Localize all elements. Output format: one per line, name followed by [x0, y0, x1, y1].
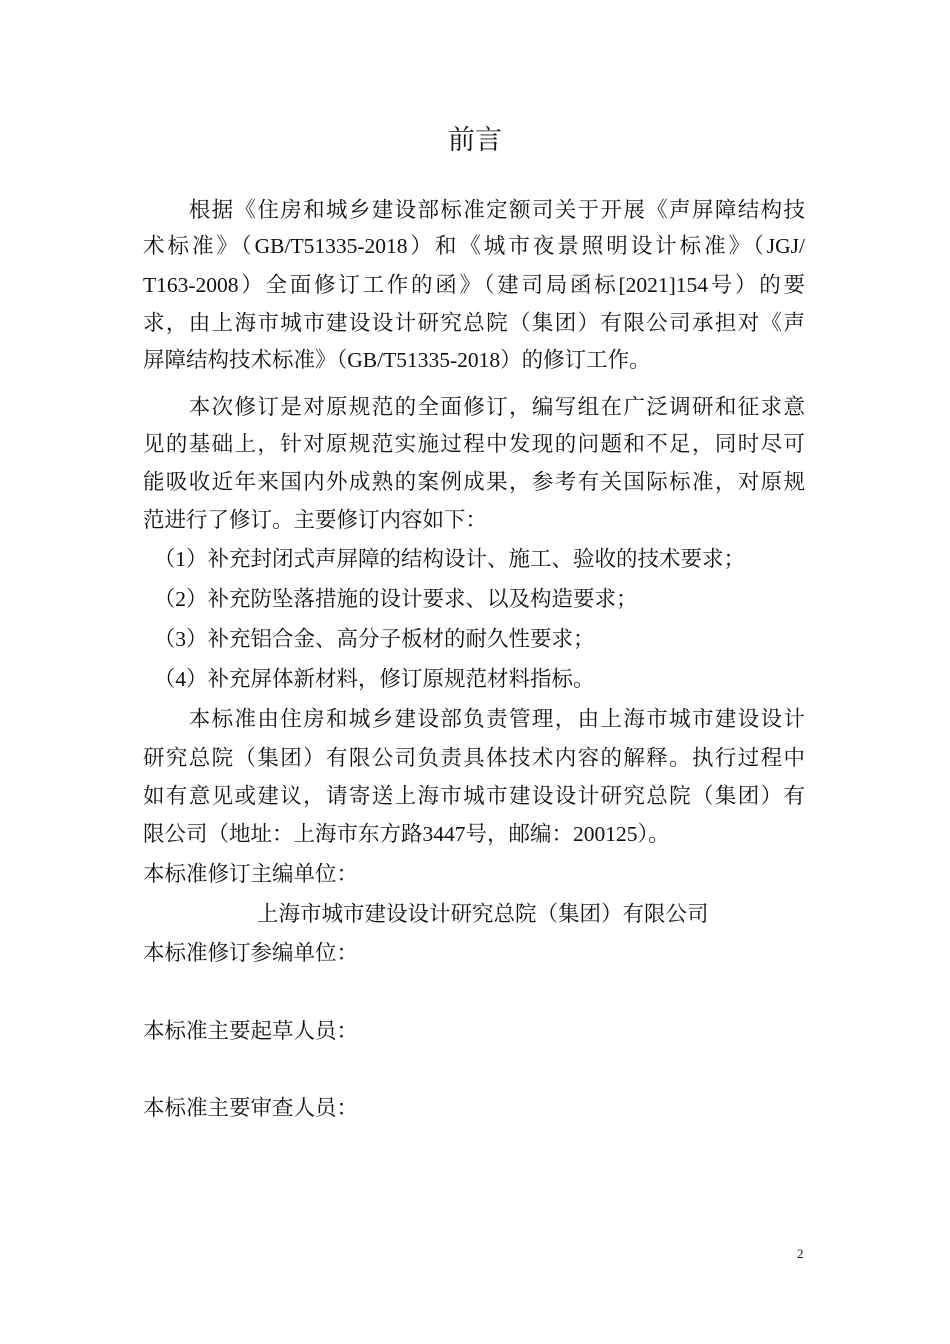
- list-item: （3）补充铝合金、高分子板材的耐久性要求；: [143, 627, 595, 651]
- chief-unit-label: 本标准修订主编单位：: [143, 862, 359, 886]
- paragraph-line: 能吸收近年来国内外成熟的案例成果，参考有关国际标准，对原规: [143, 470, 805, 494]
- list-item: （2）补充防坠落措施的设计要求、以及构造要求；: [143, 587, 638, 611]
- list-item: （1）补充封闭式声屏障的结构设计、施工、验收的技术要求；: [143, 547, 746, 571]
- paragraph-line: 本次修订是对原规范的全面修订，编写组在广泛调研和征求意: [143, 395, 805, 419]
- paragraph-line: 研究总院（集团）有限公司负责具体技术内容的解释。执行过程中: [143, 746, 805, 770]
- paragraph-line: 屏障结构技术标准》（GB/T51335-2018）的修订工作。: [143, 348, 651, 372]
- paragraph-line: 术标准》（GB/T51335-2018）和《城市夜景照明设计标准》（JGJ/: [143, 234, 805, 258]
- reviewers-label: 本标准主要审查人员：: [143, 1096, 359, 1120]
- paragraph-line: 根据《住房和城乡建设部标准定额司关于开展《声屏障结构技: [143, 198, 805, 222]
- paragraph-line: 本标准由住房和城乡建设部负责管理，由上海市城市建设设计: [143, 707, 805, 731]
- drafters-label: 本标准主要起草人员：: [143, 1019, 359, 1043]
- list-item: （4）补充屏体新材料，修订原规范材料指标。: [143, 667, 595, 691]
- page-number: 2: [797, 1246, 804, 1261]
- paragraph-line: T163-2008）全面修订工作的函》（建司局函标[2021]154号）的要: [143, 273, 805, 297]
- paragraph-line: 见的基础上，针对原规范实施过程中发现的问题和不足，同时尽可: [143, 432, 805, 456]
- paragraph-line: 如有意见或建议，请寄送上海市城市建设设计研究总院（集团）有: [143, 784, 805, 808]
- paragraph-line: 范进行了修订。主要修订内容如下：: [143, 508, 488, 532]
- page-title: 前言: [448, 125, 502, 155]
- paragraph-line: 限公司（地址：上海市东方路3447号，邮编：200125）。: [143, 822, 670, 846]
- chief-unit: 上海市城市建设设计研究总院（集团）有限公司: [257, 902, 709, 926]
- participating-units-label: 本标准修订参编单位：: [143, 941, 359, 965]
- paragraph-line: 求，由上海市城市建设设计研究总院（集团）有限公司承担对《声: [143, 311, 805, 335]
